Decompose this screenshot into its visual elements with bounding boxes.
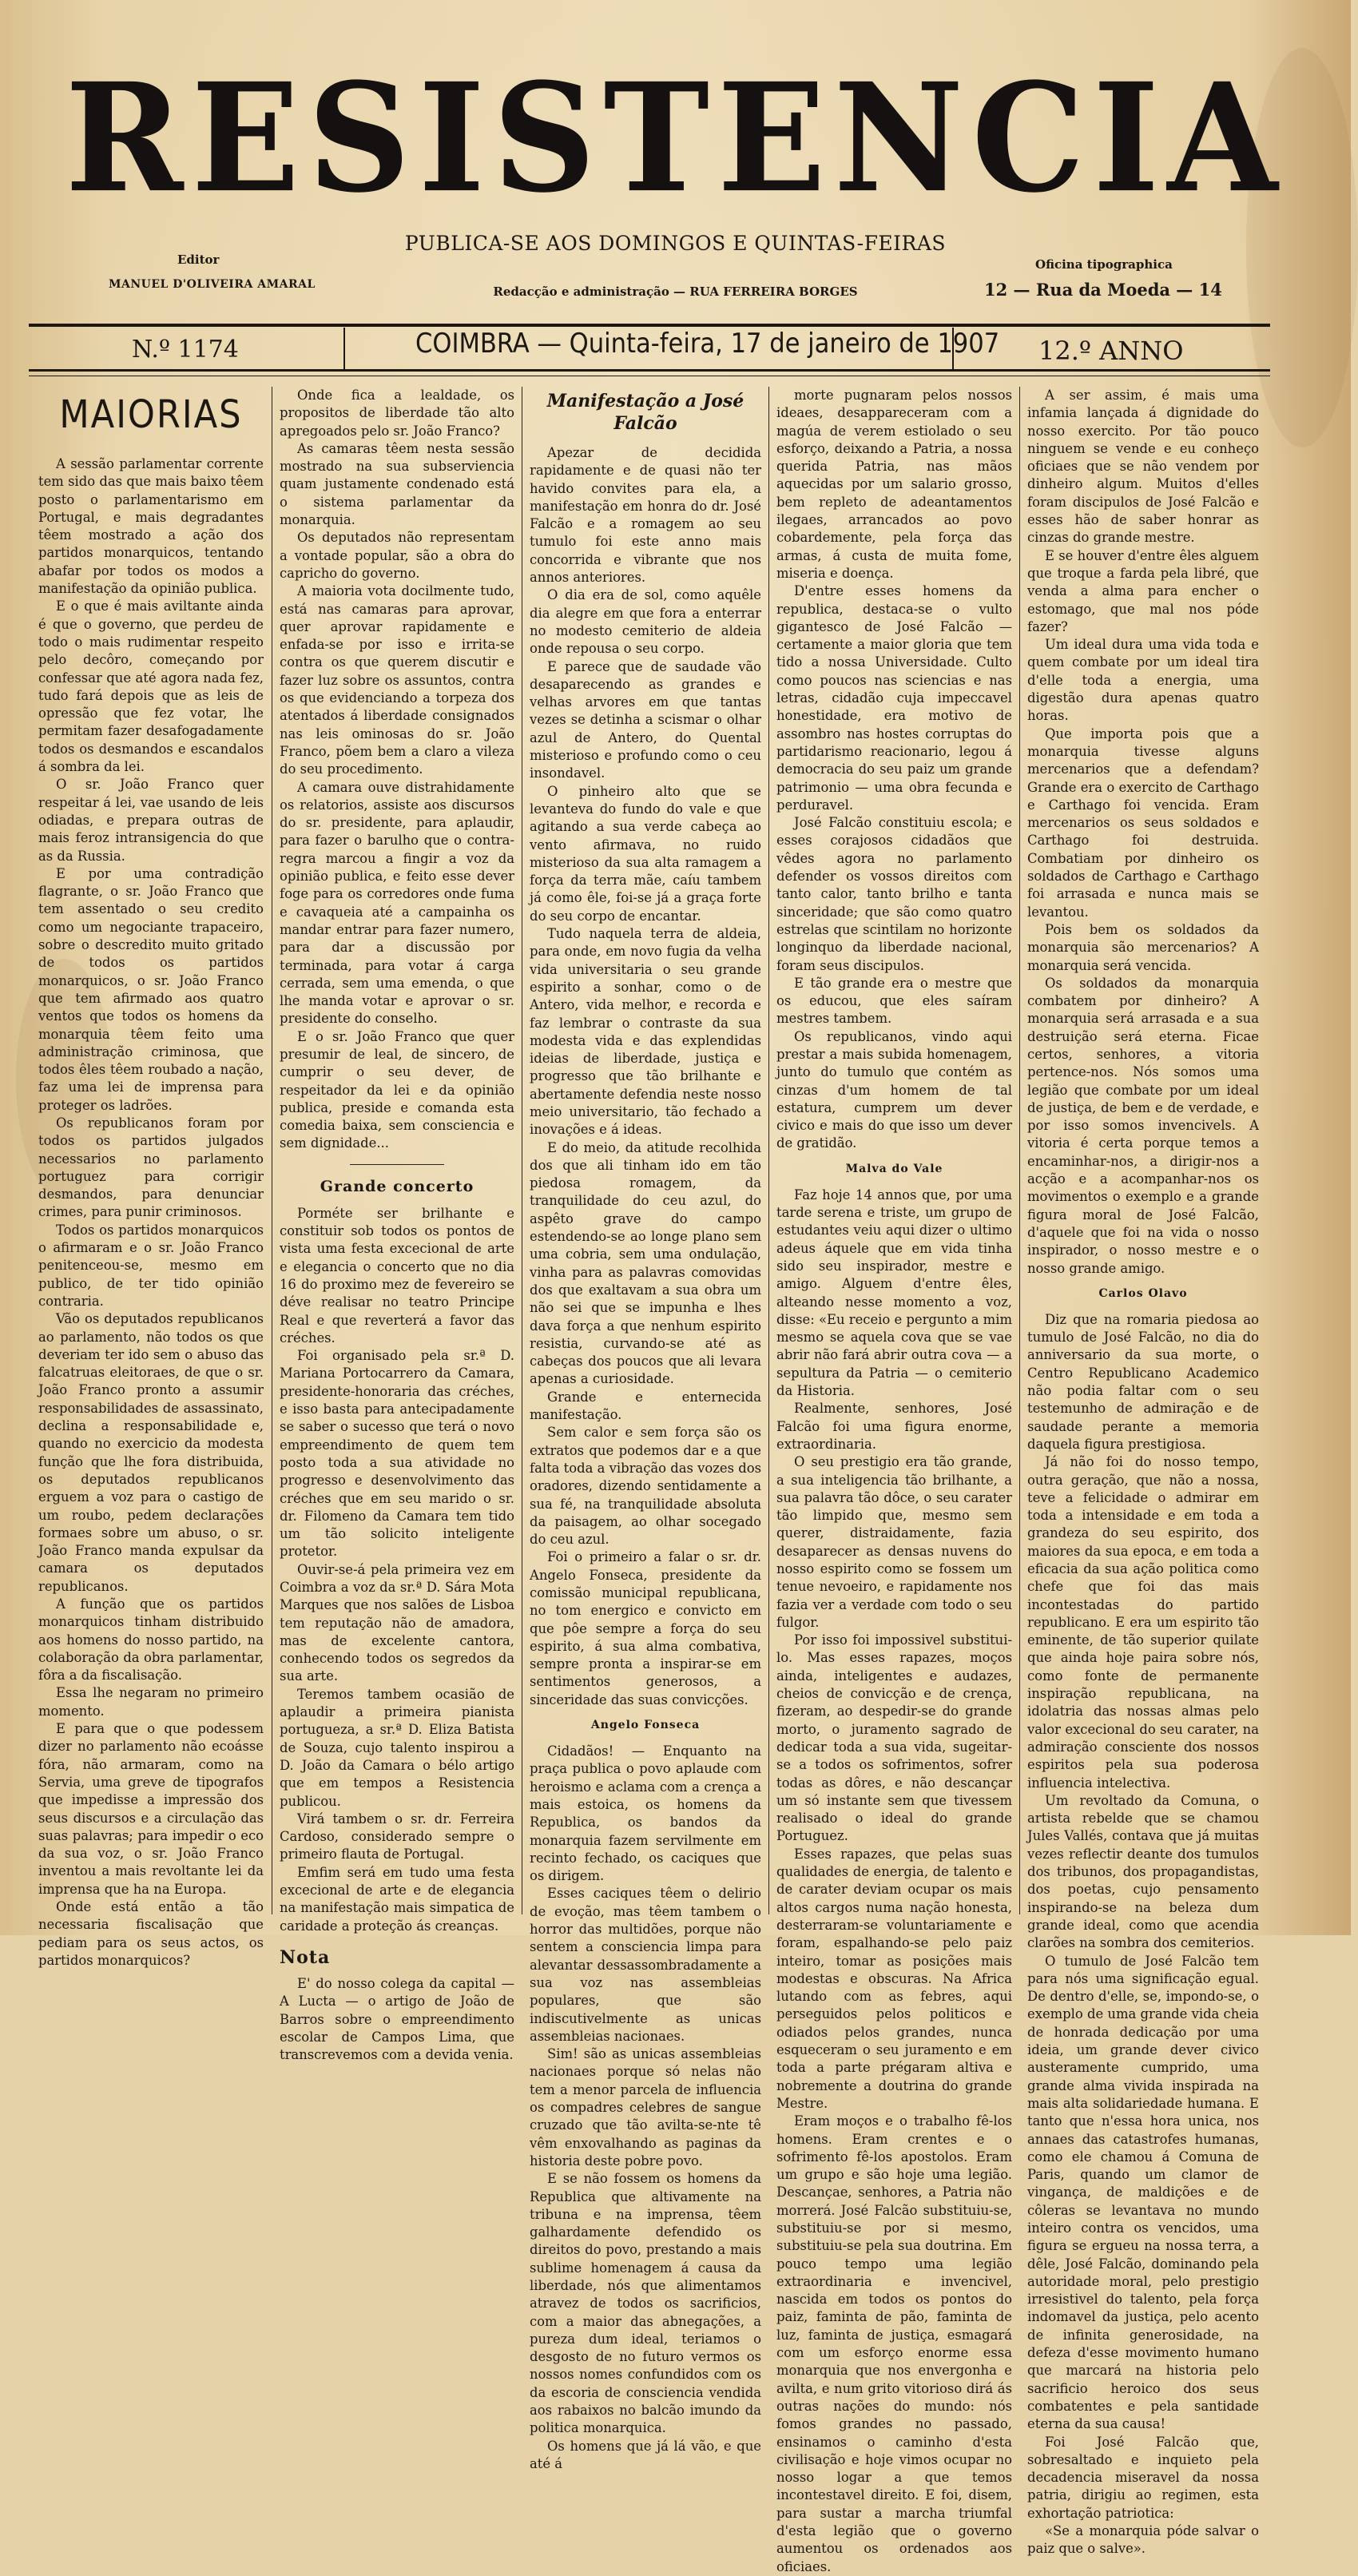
column-1 xyxy=(38,387,264,1968)
paragraph: Faz hoje 14 annos que, por uma tarde serena e triste, um grupo de estudantes veiu aqui dizer o ultimo adeus áquele que em vida tinha sido seu inspirador, mestre e amigo. Alguem d'entre êles, alteando nesse momento a voz, disse: «Eu receio e pergunto a mim mesmo se aquela cova que se vae abrir não fará abrir outra cova — a sepultura da Patria — o cemiterio da Historia. xyxy=(776,1187,1012,1399)
paragraph: Foi o primeiro a falar o sr. dr. Angelo Fonseca, presidente da comissão municipal republicana, no tom energico e convicto em que pôe sempre a força do seu espirito, á sua alma combativa, sempre pronta a inspirar-se em sentimentos generosos, a sinceridade das suas convicções. xyxy=(530,1549,761,1707)
rule xyxy=(29,369,1270,372)
paragraph: D'entre esses homens da republica, destaca-se o vulto gigantesco de José Falcão — certamente a maior gloria que tem tido a nossa Universidade. Culto como poucos nas sciencias e nas letras, cidadão cuja impeccavel honestidade, era motivo de assombro nas hostes corruptas do partidarismo reacionario, legou á democracia do seu paiz um grande patrimonio — uma obra fecunda e perduravel. xyxy=(776,583,1012,813)
speaker-name: Angelo Fonseca xyxy=(590,1719,701,1732)
paragraph: José Falcão constituiu escola; e esses corajosos cidadãos que vêdes agora no parlamento defender os vossos direitos com tanto calor, tanto brilho e tanta sinceridade; que são como quatro estrelas que scintilam no horizonte longinquo da liberdade nacional, foram seus discipulos. xyxy=(776,815,1012,973)
paragraph: O dia era de sol, como aquêle dia alegre em que fora a enterrar no modesto cemiterio de aldeia onde repousa o seu corpo. xyxy=(530,587,761,657)
paragraph: Ouvir-se-á pela primeira vez em Coimbra a voz da sr.ª D. Sára Mota Marques que nos salões de Lisboa tem reputação não de amadora, mas de excelente cantora, conhecendo todos os segredos da sua arte. xyxy=(280,1561,514,1684)
paragraph: Pois bem os soldados da monarquia são mercenarios? A monarquia será vencida. xyxy=(1027,921,1259,973)
paragraph: Realmente, senhores, José Falcão foi uma figura enorme, extraordinaria. xyxy=(776,1401,1012,1452)
article-heading-nota: Nota xyxy=(280,1946,331,1968)
column-2 xyxy=(280,387,514,2063)
paragraph: morte pugnaram pelos nossos ideaes, desappareceram com a magúa de verem estiolado o seu esforço, deixando a Patria, a nossa querida Patria, nas mãos aquecidas por um salario grosso, bem repleto de adeantamentos ilegaes, arrancados ao povo cobardemente, pela força das armas, á custa de muita fome, miseria e doença. xyxy=(776,388,1012,581)
paragraph: E tão grande era o mestre que os educou, que eles saíram mestres tambem. xyxy=(776,975,1012,1027)
paragraph: As camaras têem nesta sessão mostrado na sua subserviencia quam justamente condenado está o sistema parlamentar da monarquia. xyxy=(280,440,514,528)
paragraph: A sessão parlamentar corrente tem sido das que mais baixo têem posto o parlamentarismo em Portugal, e mais degradantes têem mostrado a ação dos partidos monarquicos, tentando abafar por todos os modos a manifestação da opinião publica. xyxy=(38,456,264,597)
paragraph: Vão os deputados republicanos ao parlamento, não todos os que deveriam ter ido sem o abuso das falcatruas eleitoraes, de que o sr. João Franco pronto a assumir responsabilidades de assassinato, declina a responsabilidade e, quando no exercicio da modesta função que lhe fora distribuida, os deputados republicanos erguem a voz para o castigo de um roubo, pedem declarações formaes sobre um abuso, o sr. João Franco manda expulsar da camara os deputados republicanos. xyxy=(38,1311,264,1594)
paragraph: Foi organisado pela sr.ª D. Mariana Portocarrero da Camara, presidente-honoraria das créches, e isso basta para antecipadamente se saber o sucesso que terá o novo empreendimento de quem tem posto toda a sua atividade no progresso e desenvolvimento das créches que em seu marido o sr. dr. Filomeno da Camara tem tido um tão solicito inteligente protetor. xyxy=(280,1348,514,1560)
paragraph: Teremos tambem ocasião de aplaudir a primeira pianista portugueza, a sr.ª D. Eliza Batista de Souza, cujo talento inspirou a D. João da Camara o bélo artigo que em tempos a Resistencia publicou. xyxy=(280,1686,514,1809)
paragraph: Foi José Falcão que, sobresaltado e inquieto pela decadencia miseravel da nossa patria, dirigiu ao regimen, esta exhortação patriotica: xyxy=(1027,2434,1259,2521)
paragraph: Os deputados não representam a vontade popular, são a obra do capricho do governo. xyxy=(280,530,514,581)
paragraph: E do meio, da atitude recolhida dos que ali tinham ido em tão piedosa romagem, da tranquilidade do ceu azul, do aspêto grave do campo estendendo-se ao longe plano sem uma cobria, sem uma ondulação, vinha para as palavras comovidas dos que exaltavam a sua obra um não sei que se impunha e lhes dava força a que nenhum espirito resistia, curvando-se até as cabeças dos poucos que ali levara apenas a curiosidade. xyxy=(530,1139,761,1387)
paragraph: E se houver d'entre êles alguem que troque a farda pela libré, que venda a alma para encher o estomago, que mal nos póde fazer? xyxy=(1027,547,1259,634)
oficina-label: Oficina tipographica xyxy=(1035,257,1173,272)
speaker-name: Carlos Olavo xyxy=(1098,1286,1188,1300)
column-rule xyxy=(768,387,769,1914)
paragraph: Essa lhe negaram no primeiro momento. xyxy=(38,1685,264,1719)
column-5 xyxy=(1027,387,1259,2557)
paragraph: Onde está então a tão necessaria fiscalisação que pediam para os seus actos, os partidos monarquicos? xyxy=(38,1899,264,1968)
paragraph: O seu prestigio era tão grande, a sua inteligencia tão brilhante, a sua palavra tão dôce, o seu carater tão limpido que, mesmo sem querer, distraidamente, fazia desaparecer as densas nuvens do nosso espirito como se fossem um tenue nevoeiro, e rapidamente nos fazia ver a verdade com todo o seu fulgor. xyxy=(776,1454,1012,1630)
paragraph: Diz que na romaria piedosa ao tumulo de José Falcão, no dia do anniversario da sua morte, o Centro Republicano Academico não podia faltar com o seu testemunho de admiração e de saudade perante a memoria daquela figura prestigiosa. xyxy=(1027,1311,1259,1452)
newspaper-title: RESISTENCIA xyxy=(65,50,1286,226)
year-of-publication: 12.º ANNO xyxy=(1038,336,1184,366)
article-heading-grande-concerto: Grande concerto xyxy=(320,1177,475,1195)
paragraph: E se não fossem os homens da Republica que altivamente na tribuna e na imprensa, têem galhardamente defendido os direitos do povo, prestando a mais sublime homenagem á causa da liberdade, nós que alimentamos atravez de todos os sacrificios, com a maior das abnegações, a pureza dum ideal, teriamos o desgosto de no futuro vermos os nossos nomes confundidos com os da escoria de consciencia vendida aos rabaixos no balcão imundo da politica monarquica. xyxy=(530,2171,761,2436)
paragraph: O tumulo de José Falcão tem para nós uma significação egual. De dentro d'elle, se, impondo-se, o exemplo de uma grande vida cheia de honrada dedicação por uma ideia, um grande dever civico austeramente cumprido, uma grande alma vivida inspirada na mais alta solidariedade humana. E tanto que n'essa hora unica, nos annaes das catastrofes humanas, como ele chamou á Comuna de Paris, quando um clamor de vingança, de maldições e de côleras se levantava no mundo inteiro contra os vencidos, uma figura se ergueu na nossa terra, a dêle, José Falcão, dominando pela autoridade moral, pelo prestigio irresistivel do talento, pela força indomavel da justiça, pelo acento de infinita generosidade, na defeza d'esse movimento humano que marcará na historia pelo sacrificio heroico dos seus combatentes e pela santidade eterna da sua causa! xyxy=(1027,1953,1259,2432)
paragraph: Os republicanos, vindo aqui prestar a mais subida homenagem, junto do tumulo que contém as cinzas d'um homem de tal estatura, cumprem um dever civico e mais do que isso um dever de gratidão. xyxy=(776,1028,1012,1151)
paragraph: E o sr. João Franco que quer presumir de leal, de sincero, de cumprir o seu dever, de respeitador da lei e da opinião publica, preside e comanda esta comedia baixa, sem consciencia e sem dignidade... xyxy=(280,1028,514,1151)
paragraph: Um ideal dura uma vida toda e quem combate por um ideal tira d'elle toda a energia, uma digestão dura apenas quatro horas. xyxy=(1027,637,1259,724)
masthead xyxy=(0,0,1351,320)
editor-label: Editor xyxy=(177,252,220,267)
paragraph: E por uma contradição flagrante, o sr. João Franco que tem assentado o seu credito como um negociante trapaceiro, sobre o descredito muito gritado de todos os partidos monarquicos, o sr. João Franco que tem afirmado aos quatro ventos que todos os homens da monarquia têem feito uma administração criminosa, que todos êles têem roubado a nação, faz uma lei de imprensa para proteger os ladrões. xyxy=(38,865,264,1113)
paragraph: Grande e enternecida manifestação. xyxy=(530,1389,761,1423)
speaker-name: Malva do Vale xyxy=(845,1162,943,1175)
dateline: COIMBRA — Quinta-feira, 17 de janeiro de 1907 xyxy=(415,328,1000,360)
paragraph: Sem calor e sem força são os extratos que podemos dar e a que falta toda a vibração das vozes dos oradores, dizendo sentidamente a sua fé, na tranquilidade absoluta da paisagem, ao olhar socegado do ceu azul. xyxy=(530,1425,761,1548)
rule xyxy=(29,324,1270,327)
paragraph: Já não foi do nosso tempo, outra geração, que não a nossa, teve a felicidade o admirar em toda a intensidade e em toda a grandeza do seu espirito, dos maiores da sua epoca, e em toda a eficacia da sua ação politica como chefe que foi das mais incontestadas do partido republicano. E era um espirito tão eminente, de tão superior quilate que ainda hoje paira sobre nós, como fonte de permanente inspiração republicana, na idolatria das nossas almas pelo valor excecional do seu carater, na admiração consciente dos nossos espiritos pela sua poderosa influencia intelectiva. xyxy=(1027,1454,1259,1791)
paragraph: Todos os partidos monarquicos o afirmaram e o sr. João Franco penitenceou-se, mesmo em publico, de ter tido opinião contraria. xyxy=(38,1222,264,1309)
paragraph: Os soldados da monarquia combatem por dinheiro? A monarquia será arrasada e a sua destruição será eterna. Ficae certos, senhores, a vitoria pertence-nos. Nós somos uma legião que combate por um ideal de justiça, de bem e de verdade, e por isso somos invencivels. A vitoria é certa porque temos a encaminhar-nos, a dirigir-nos a acção e a acompanhar-nos os movimentos o exemplo e a grande figura moral de José Falcão, d'aquele que foi na vida o nosso inspirador, o nosso mestre e o nosso grande amigo. xyxy=(1027,975,1259,1276)
paragraph: «Se a monarquia póde salvar o paiz que o salve». xyxy=(1027,2523,1259,2557)
paragraph: Porméte ser brilhante e constituir sob todos os pontos de vista uma festa excecional de arte e elegancia o concerto que no dia 16 do proximo mez de fevereiro se déve realisar no teatro Principe Real e que reverterá a favor das créches. xyxy=(280,1205,514,1346)
paragraph: O pinheiro alto que se levanteva do fundo do vale e que agitando a sua verde cabeça ao vento afirmava, no ruido misterioso da sua alta ramagem a força da terra mãe, caíu tambem já como êle, foi-se já a graça forte do seu corpo de encantar. xyxy=(530,783,761,924)
rule xyxy=(350,1164,444,1165)
paragraph: Eram moços e o trabalho fê-los homens. Eram crentes e o sofrimento fê-los apostolos. Eram um grupo e são hoje uma legião. Descançae, senhores, a Patria não morrerá. José Falcão substituiu-se, substituiu-se por si mesmo, substituiu-se pela sua doutrina. Em pouco tempo uma legião extraordinaria e invencivel, nascida em todos os pontos do paiz, faminta de pão, faminta de luz, faminta de justiça, esmagará com um esforço enorme essa monarquia que nos envergonha e avilta, e num grito vitorioso dirá ás outras nações do mundo: nós fomos grandes no passado, ensinamos o caminho d'esta civilisação e hoje vimos ocupar no nosso logar a que temos incontestavel direito. E foi, disem, para sustar a marcha triumfal d'esta legião que o governo aumentou os ordenados aos oficiaes. xyxy=(776,2113,1012,2574)
paragraph: Por isso foi impossivel substitui-lo. Mas esses rapazes, moços ainda, inteligentes e audazes, cheios de convicção e de crença, fizeram, ao despedir-se do grande morto, o juramento sagrado de dedicar toda a sua vida, sugeitar-se a todos os sofrimentos, sofrer todas as dôres, e não descançar um só instante sem que tivessem realisado o ideal do grande Portuguez. xyxy=(776,1632,1012,1844)
paragraph: Um revoltado da Comuna, o artista rebelde que se chamou Jules Vallés, contava que já muitas vezes reflectir deante dos tumulos dos tribunos, dos propagandistas, dos poetas, cujo pensamento inspirando-se na beleza dum grande ideal, como que acendia clarões na sombra dos cemiterios. xyxy=(1027,1792,1259,1951)
paragraph: Virá tambem o sr. dr. Ferreira Cardoso, considerado sempre o primeiro flauta de Portugal. xyxy=(280,1811,514,1862)
paragraph: Esses rapazes, que pelas suas qualidades de energia, de talento e de carater deviam ocupar os mais altos cargos numa nação honesta, desterraram-se voluntariamente e foram, espalhando-se pelo paiz inteiro, tomar as posições mais modestas e obscuras. Na Africa lutando com as febres, aqui perseguidos pelos politicos e odiados pelos grandes, nunca esqueceram o seu juramento e em toda a parte prégaram altiva e nobremente a doutrina do grande Mestre. xyxy=(776,1846,1012,2111)
paragraph: E' do nosso colega da capital — A Lucta — o artigo de João de Barros sobre o empreendimento escolar de Campos Lima, que transcrevemos com a devida venia. xyxy=(280,1975,514,2063)
paragraph: A maioria vota docilmente tudo, está nas camaras para aprovar, quer aprovar rapidamente e enfada-se por isso e irrita-se contra os que querem discutir e fazer luz sobre os assuntos, contra os que evidenciando a torpeza dos atentados á liberdade consignados nas leis ominosas do sr. João Franco, põem bem a claro a vileza do seu procedimento. xyxy=(280,583,514,777)
article-heading-maiorias: MAIORIAS xyxy=(59,392,243,437)
paragraph: A função que os partidos monarquicos tinham distribuido aos homens do nosso partido, na colaboração da obra parlamentar, fôra a da fiscalisação. xyxy=(38,1596,264,1684)
publication-schedule: PUBLICA-SE AOS DOMINGOS E QUINTAS-FEIRAS xyxy=(404,232,947,255)
paragraph: Tudo naquela terra de aldeia, para onde, em novo fugia da velha vida universitaria o seu grande espirito a sonhar, como o de Antero, vida melhor, e recorda e faz lembrar o contraste da sua modesta vida e das explendidas ideias de liberdade, justiça e progresso que tão brilhante e abertamente defendia neste nosso meio universitario, tão fechado a inovações e á ideas. xyxy=(530,926,761,1138)
paragraph: Esses caciques têem o delirio de evoção, mas têem tambem o horror das multidões, porque não sentem a consciencia limpa para alevantar dessassombradamente a sua voz nas assembleias populares, que são indiscutivelmente as unicas assembleias nacionaes. xyxy=(530,1886,761,2044)
paragraph: Os republicanos foram por todos os partidos julgados necessarios no parlamento portuguez para corrigir desmandos, para denunciar crimes, para punir criminosos. xyxy=(38,1115,264,1220)
paragraph: E para que o que podessem dizer no parlamento não ecoásse fóra, não armaram, como na Servia, uma greve de tipografos que impedisse a impressão dos seus discursos e a circulação das suas palavras; para impedir o eco da sua voz, o sr. João Franco inventou a mais revoltante lei da imprensa que ha na Europa. xyxy=(38,1721,264,1897)
paragraph: E o que é mais aviltante ainda é que o governo, que perdeu de todo o mais rudimentar respeito pelo decôro, começando por confessar que até agora nada fez, tudo fará depois que as leis de opressão que fez votar, lhe permitam fazer desafogadamente todos os desmandos e escandalos á sombra da lei. xyxy=(38,598,264,775)
paragraph: Emfim será em tudo uma festa excecional de arte e de elegancia na manifestação mais simpatica de caridade a proteção ás creanças. xyxy=(280,1864,514,1934)
editor-name: MANUEL D'OLIVEIRA AMARAL xyxy=(109,278,316,291)
article-heading-manifestacao: Manifestação a José Falcão xyxy=(546,391,745,434)
issue-number: N.º 1174 xyxy=(132,336,239,364)
divider xyxy=(343,328,345,369)
paragraph: Onde fica a lealdade, os propositos de liberdade tão alto apregoados pelo sr. João Franco? xyxy=(280,388,514,439)
paragraph: Cidadãos! — Enquanto na praça publica o povo aplaude com heroismo e aclama com a crença a mais estoica, os homens da Republica, os bandos da monarquia fazem servilmente em recinto fechado, os caciques que os dirigem. xyxy=(530,1743,761,1884)
oficina-address: 12 — Rua da Moeda — 14 xyxy=(984,280,1222,300)
paragraph: Sim! são as unicas assembleias nacionaes porque só nelas não tem a menor parcela de influencia os compadres celebres de sangue cruzado que tão avilta-se-nte tê vêm enxovalhando as paginas da historia deste pobre povo. xyxy=(530,2046,761,2169)
paragraph: Que importa pois que a monarquia tivesse alguns mercenarios que a defendam? Grande era o exercito de Carthago e Carthago foi vencida. Eram mercenarios os seus soldados e Carthago foi destruida. Combatiam por dinheiro os soldados de Carthago e Carthago foi arrasada e nunca mais se levantou. xyxy=(1027,725,1259,920)
paragraph: Os homens que já lá vão, e que até á xyxy=(530,2438,761,2471)
column-3 xyxy=(530,387,761,2471)
column-rule xyxy=(1019,387,1020,1914)
paragraph: A ser assim, é mais uma infamia lançada á dignidade do nosso exercito. Por tão pouco ninguem se vende e eu conheço oficiaes que se não vendem por dinheiro algum. Muitos d'elles foram discipulos de José Falcão e esses hão de saber honrar as cinzas do grande mestre. xyxy=(1027,388,1259,546)
paragraph: Apezar de decidida rapidamente e de quasi não ter havido convites para ela, a manifestação em honra do dr. José Falcão e a romagem ao seu tumulo foi este anno mais concorrida e vibrante que nos annos anteriores. xyxy=(530,445,761,586)
paragraph: A camara ouve distrahidamente os relatorios, assiste aos discursos do sr. presidente, para aplaudir, para fazer o barulho que o contra-regra marcou a fingir a voz da opinião publica, e feito esse dever foge para os corredores onde fuma e cavaqueia até a campainha os mandar entrar para fazer numero, para dar a discussão por terminada, para votar á carga cerrada, sem uma emenda, o que lhe manda votar e aprovar o sr. presidente do conselho. xyxy=(280,779,514,1027)
paragraph: E parece que de saudade vão desaparecendo as grandes e velhas arvores em que tantas vezes se detinha a scismar o olhar azul de Antero, do Quental misterioso e profundo como o ceu insondavel. xyxy=(530,658,761,781)
column-4 xyxy=(776,387,1012,2574)
redaccao-address: Redacção e administração — RUA FERREIRA BORGES xyxy=(493,284,858,299)
paragraph: O sr. João Franco quer respeitar á lei, vae usando de leis odiadas, e prepara outras de mais feroz intransigencia do que as da Russia. xyxy=(38,777,264,864)
